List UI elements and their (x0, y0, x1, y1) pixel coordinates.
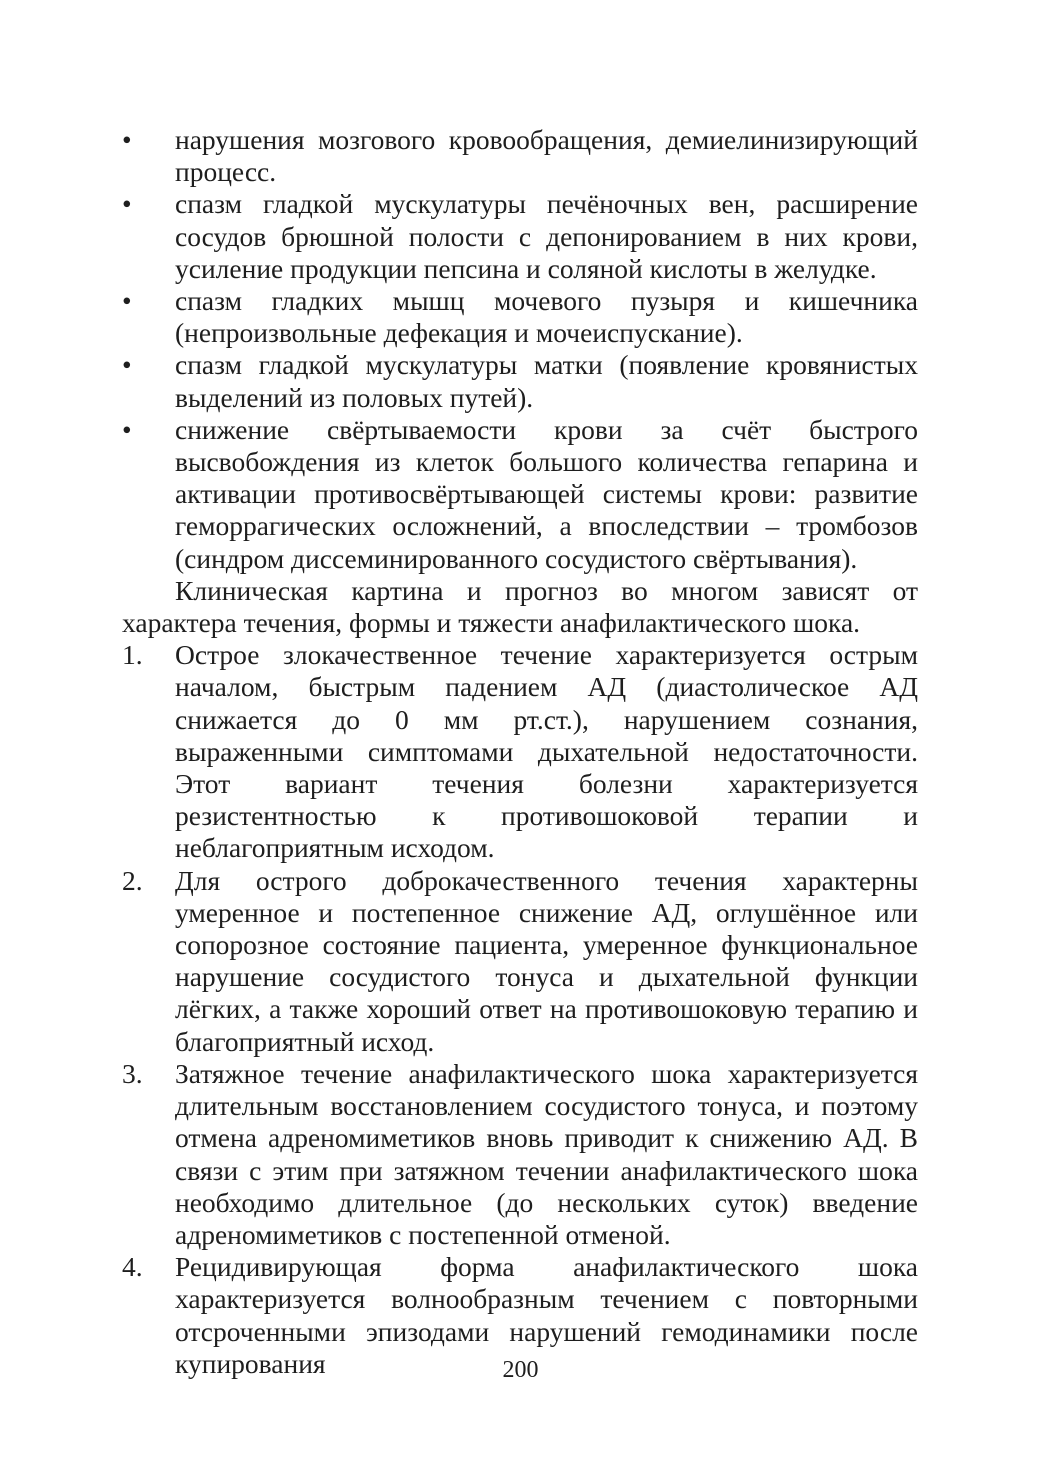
numbered-text: Рецидивирующая форма анафилактического шока характеризуется волнообразным течением с повторными отсроченными эпизодами нарушений гемодинамики после купирования (175, 1251, 918, 1379)
page-number: 200 (502, 1357, 539, 1383)
intro-paragraph: Клиническая картина и прогноз во многом зависят от характера течения, формы и тяжести анафилактического шока. (122, 574, 918, 639)
list-number: 3. (122, 1057, 143, 1089)
bullet-text: снижение свёртываемости крови за счёт быстрого высвобождения из клеток большого количества гепарина и активации противосвёртывающей системы крови: развитие геморрагических осложнений, а впоследствии – тромбозов (синдром диссеминированного сосудистого свёртывания). (175, 413, 918, 574)
bullet-item (122, 414, 918, 575)
numbered-text: Острое злокачественное течение характеризуется острым началом, быстрым падением АД (диастолическое АД снижается до 0 мм рт.ст.), нарушением сознания, выраженными симптомами дыхательной недостаточности. Этот вариант течения болезни характеризуется резистентностью к противошоковой терапии и неблагоприятным исходом. (175, 639, 918, 864)
bullet-marker: • (122, 413, 132, 445)
bullet-item (122, 349, 918, 413)
bullet-text: спазм гладкой мускулатуры печёночных вен, расширение сосудов брюшной полости с депонированием в них крови, усиление продукции пепсина и соляной кислоты в желудке. (175, 188, 918, 284)
bullet-marker: • (122, 124, 132, 155)
bullet-item (122, 124, 918, 188)
list-number: 4. (122, 1251, 143, 1283)
page-body (122, 124, 918, 1380)
bullet-marker: • (122, 188, 132, 220)
numbered-text: Для острого доброкачественного течения характерны умеренное и постепенное снижение АД, оглушённое или сопорозное состояние пациента, умеренное функциональное нарушение сосудистого тонуса и дыхательной функции лёгких, а также хороший ответ на противошоковую терапию и благоприятный исход. (175, 864, 918, 1057)
bullet-marker: • (122, 349, 132, 381)
list-number: 2. (122, 864, 143, 896)
list-number: 1. (122, 639, 143, 671)
bullet-text: спазм гладких мышц мочевого пузыря и кишечника (непроизвольные дефекация и мочеиспускание). (175, 285, 918, 349)
bullet-item (122, 188, 918, 285)
numbered-item (122, 1058, 918, 1251)
bullet-text: нарушения мозгового кровообращения, демиелинизирующий процесс. (175, 124, 918, 188)
bullet-item (122, 285, 918, 349)
bullet-marker: • (122, 285, 132, 317)
bullet-text: спазм гладкой мускулатуры матки (появление кровянистых выделений из половых путей). (175, 349, 918, 413)
numbered-text: Затяжное течение анафилактического шока характеризуется длительным восстановлением сосудистого тонуса, и поэтому отмена адреномиметиков вновь приводит к снижению АД. В связи с этим при затяжном течении анафилактического шока необходимо длительное (до нескольких суток) введение адреномиметиков с постепенной отменой. (175, 1057, 918, 1250)
numbered-item (122, 639, 918, 864)
numbered-item (122, 865, 918, 1058)
